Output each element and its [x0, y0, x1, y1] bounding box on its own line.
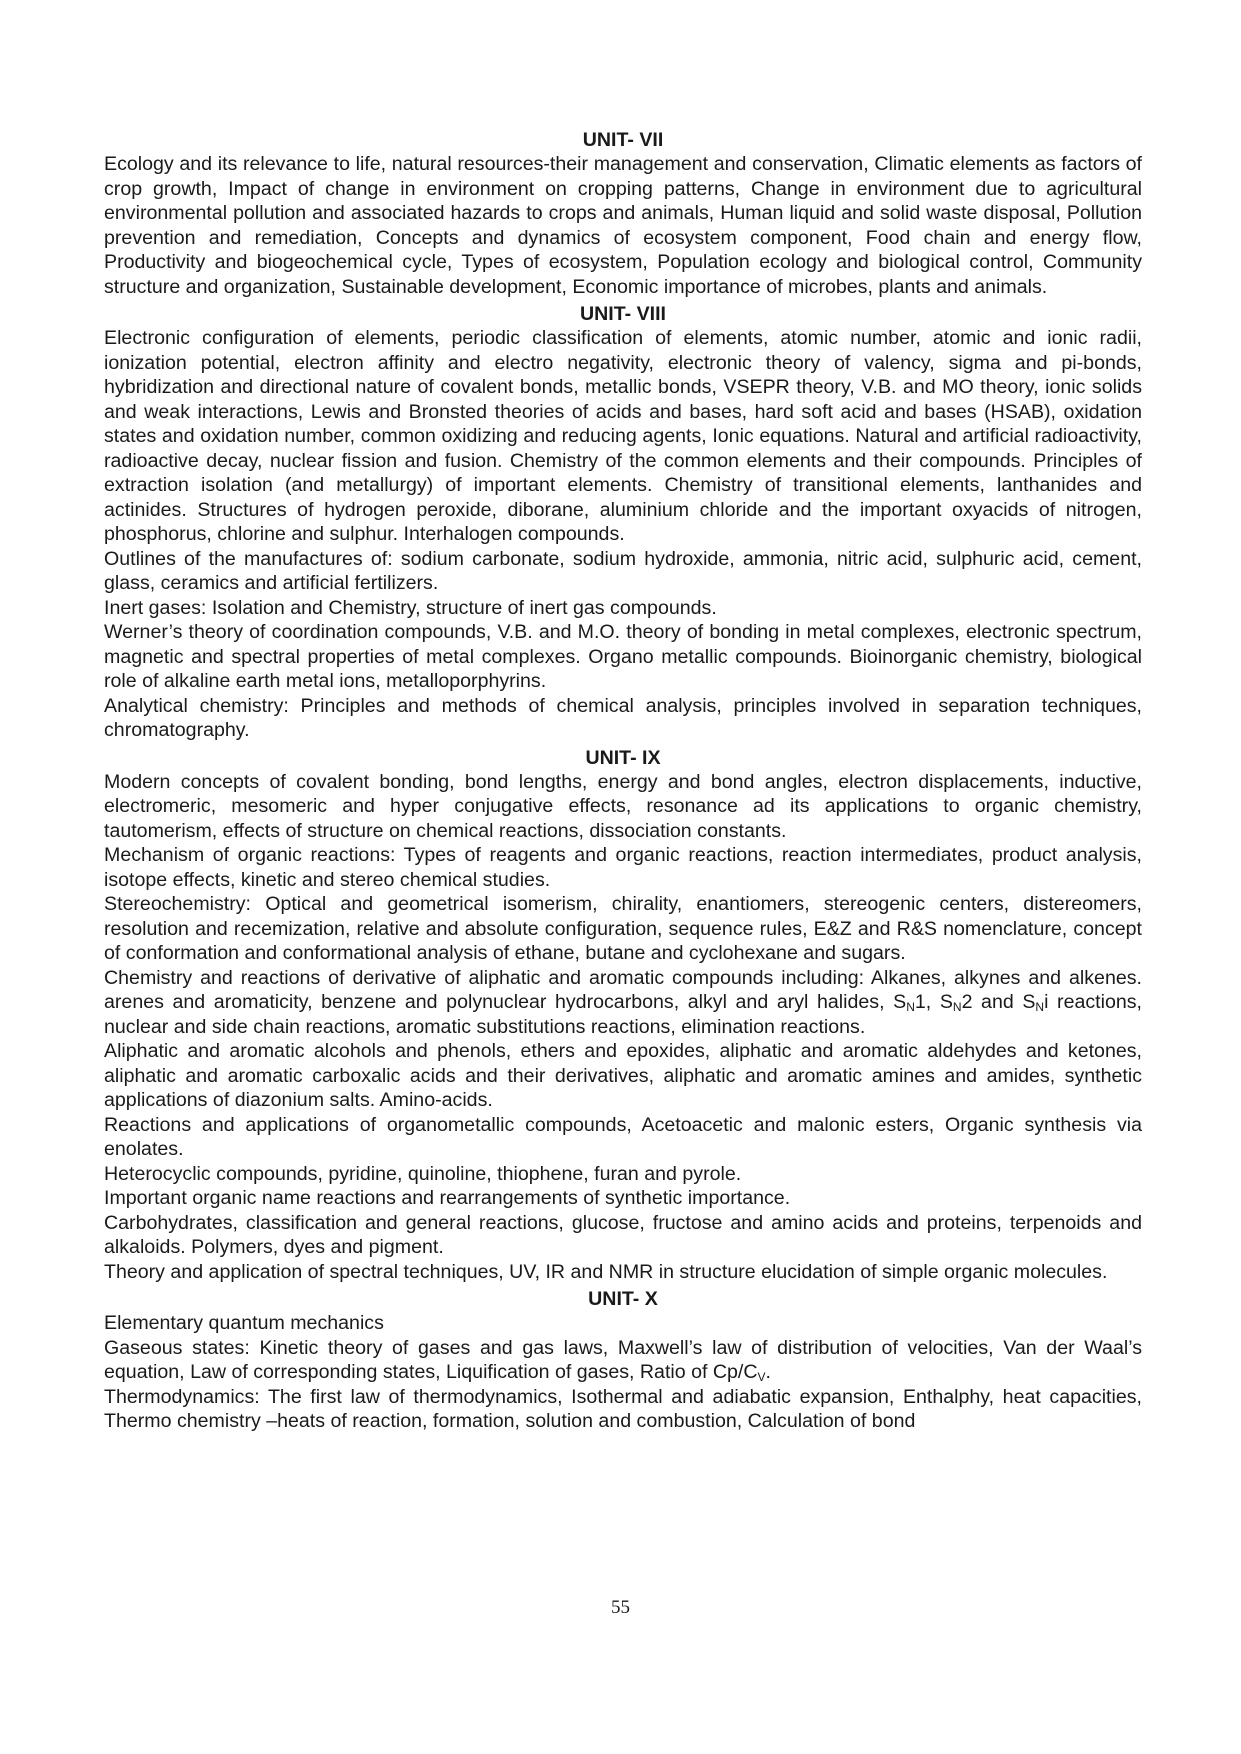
subscript-n-1: N — [906, 1000, 915, 1014]
unit-ix-paragraph-10: Theory and application of spectral techniques, UV, IR and NMR in structure elucidation of simple organic molecules. — [104, 1260, 1108, 1283]
reactions-text-3: 2 and S — [961, 991, 1036, 1013]
unit-ix-paragraph-7: Heterocyclic compounds, pyridine, quinoline, thiophene, furan and pyrole. — [104, 1162, 742, 1185]
page-number: 55 — [611, 1597, 630, 1618]
document-page — [104, 128, 1142, 1434]
unit-vii-paragraph: Ecology and its relevance to life, natural resources-their management and conservation, Climatic elements as factors of crop growth, Impact of change in environment on cropping patterns, Change in environment due to agricultural environmental pollution and associated hazards to crops and animals, Human liquid and solid waste disposal, Pollution prevention and remediation, Concepts and dynamics of ecosystem component, Food chain and energy flow, Productivity and biogeochemical cycle, Types of ecosystem, Population ecology and biological control, Community structure and organization, Sustainable development, Economic importance of microbes, plants and animals. — [104, 153, 1142, 298]
subscript-n-3: N — [1035, 1000, 1045, 1014]
reactions-text-4: i reactions, nuclear and side chain reactions, aromatic substitutions reactions, elimination reactions. — [104, 991, 1142, 1038]
unit-ix-paragraph-9: Carbohydrates, classification and general reactions, glucose, fructose and amino acids and proteins, terpenoids and alkaloids. Polymers, dyes and pigment. — [104, 1211, 1142, 1258]
subscript-v: V — [757, 1370, 766, 1384]
unit-x-gaseous-paragraph — [104, 1336, 1142, 1385]
unit-ix-paragraph-5: Aliphatic and aromatic alcohols and phenols, ethers and epoxides, aliphatic and aromatic aldehydes and ketones, aliphatic and aromatic carboxalic acids and their derivatives, aliphatic and aromatic amines and amides, synthetic applications of diazonium salts. Amino-acids. — [104, 1040, 1142, 1111]
unit-ix-paragraph-3: Stereochemistry: Optical and geometrical isomerism, chirality, enantiomers, stereogenic centers, distereomers, resolution and recemization, relative and absolute configuration, sequence rules, E&Z and R&S nomenclature, concept of conformation and conformational analysis of ethane, butane and cyclohexane and sugars. — [104, 893, 1142, 964]
unit-x-heading: UNIT- X — [588, 1288, 658, 1310]
unit-x-paragraph-1: Elementary quantum mechanics — [104, 1312, 384, 1334]
gaseous-text-2: . — [765, 1361, 771, 1383]
unit-ix-paragraph-6: Reactions and applications of organometallic compounds, Acetoacetic and malonic esters, Organic synthesis via enolates. — [104, 1113, 1142, 1160]
unit-viii-paragraph-3: Inert gases: Isolation and Chemistry, structure of inert gas compounds. — [104, 596, 717, 619]
unit-viii-paragraph-1: Electronic configuration of elements, periodic classification of elements, atomic number, atomic and ionic radii, ionization potential, electron affinity and electro negativity, electronic theory of valency, sigma and pi-bonds, hybridization and directional nature of covalent bonds, metallic bonds, VSEPR theory, V.B. and MO theory, ionic solids and weak interactions, Lewis and Bronsted theories of acids and bases, hard soft acid and bases (HSAB), oxidation states and oxidation number, common oxidizing and reducing agents, Ionic equations. Natural and artificial radioactivity, radioactive decay, nuclear fission and fusion. Chemistry of the common elements and their compounds. Principles of extraction isolation (and metallurgy) of important elements. Chemistry of transitional elements, lanthanides and actinides. Structures of hydrogen peroxide, diborane, aluminium chloride and the important oxyacids of nitrogen, phosphorus, chlorine and sulphur. Interhalogen compounds. — [104, 327, 1142, 545]
unit-viii-paragraph-5: Analytical chemistry: Principles and methods of chemical analysis, principles involved in separation techniques, chromatography. — [104, 694, 1142, 741]
unit-viii-paragraph-2: Outlines of the manufactures of: sodium carbonate, sodium hydroxide, ammonia, nitric acid, sulphuric acid, cement, glass, ceramics and artificial fertilizers. — [104, 547, 1142, 594]
subscript-n-2: N — [952, 1000, 962, 1014]
unit-ix-reactions-paragraph — [104, 966, 1142, 1040]
unit-vii-heading: UNIT- VII — [582, 129, 664, 151]
unit-ix-paragraph-2: Mechanism of organic reactions: Types of reagents and organic reactions, reaction intermediates, product analysis, isotope effects, kinetic and stereo chemical studies. — [104, 844, 1142, 891]
unit-ix-paragraph-1: Modern concepts of covalent bonding, bond lengths, energy and bond angles, electron displacements, inductive, electromeric, mesomeric and hyper conjugative effects, resonance ad its applications to organic chemistry, tautomerism, effects of structure on chemical reactions, dissociation constants. — [104, 770, 1142, 842]
unit-ix-paragraph-8: Important organic name reactions and rearrangements of synthetic importance. — [104, 1187, 791, 1209]
reactions-text-1: Chemistry and reactions of derivative of aliphatic and aromatic compounds including: Alkanes, alkynes and alkenes. arenes and aromaticity, benzene and polynuclear hydrocarbons, alkyl and aryl halides, S — [104, 966, 1142, 1013]
reactions-text-2: 1, S — [914, 991, 953, 1013]
unit-viii-heading: UNIT- VIII — [580, 303, 666, 325]
unit-ix-heading: UNIT- IX — [585, 746, 661, 769]
unit-viii-paragraph-4: Werner’s theory of coordination compounds, V.B. and M.O. theory of bonding in metal complexes, electronic spectrum, magnetic and spectral properties of metal complexes. Organo metallic compounds. Bioinorganic chemistry, biological role of alkaline earth metal ions, metalloporphyrins. — [104, 621, 1142, 692]
unit-x-thermodynamics-paragraph: Thermodynamics: The first law of thermodynamics, Isothermal and adiabatic expansion, Enthalphy, heat capacities, Thermo chemistry –heats of reaction, formation, solution and combustion, Calculation of bond — [104, 1385, 1142, 1432]
gaseous-text-1: Gaseous states: Kinetic theory of gases and gas laws, Maxwell’s law of distribution of velocities, Van der Waal’s equation, Law of corresponding states, Liquification of gases, Ratio of Cp/C — [104, 1336, 1142, 1383]
